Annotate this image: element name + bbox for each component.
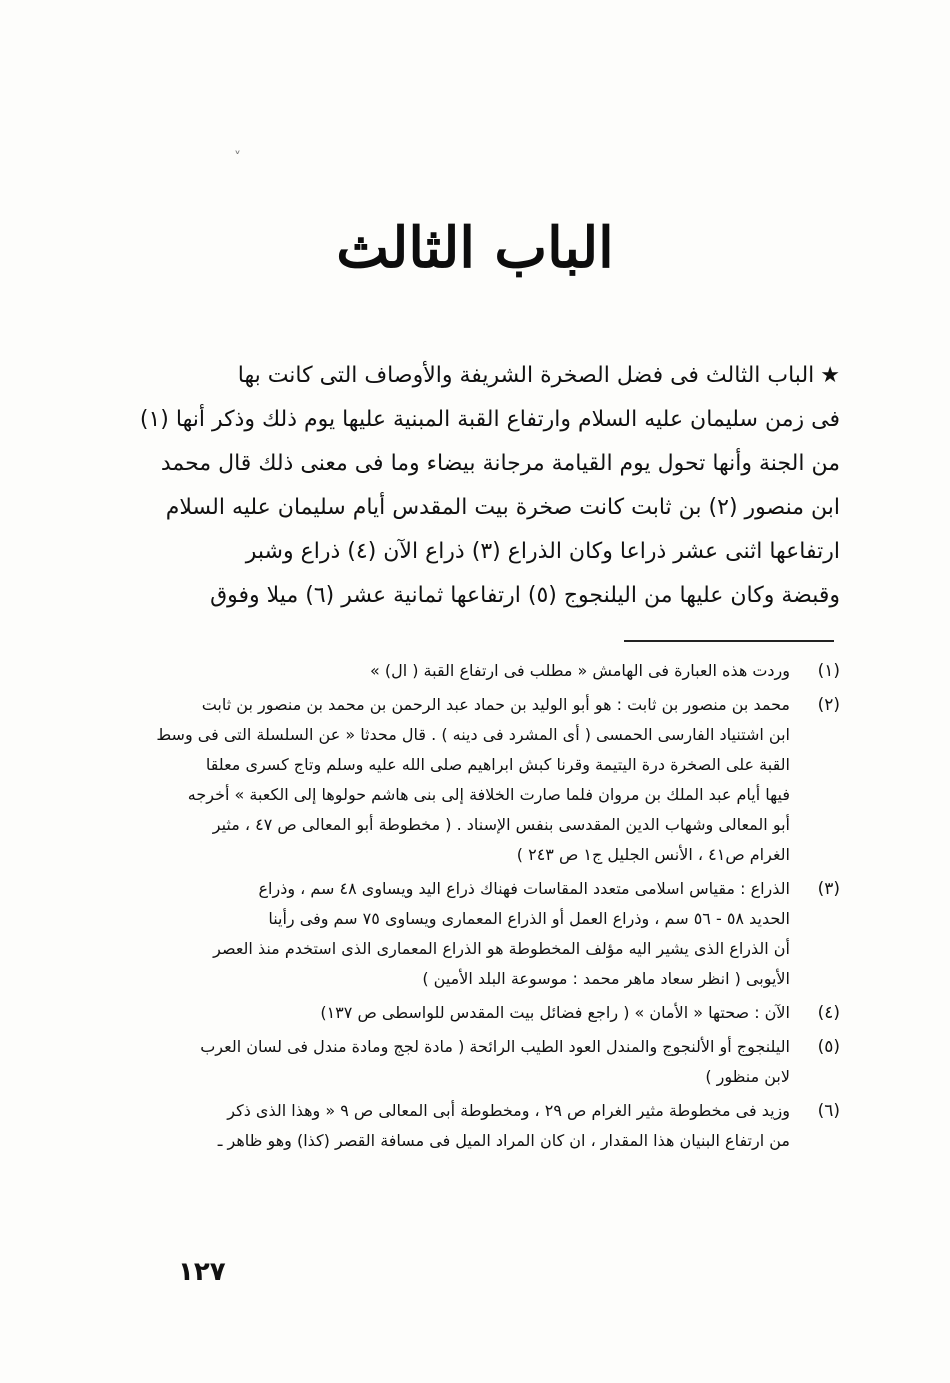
footnote-number: (٦): [817, 1101, 840, 1121]
page-number: ١٢٧: [178, 1257, 226, 1287]
body-line: ارتفاعها اثنى عشر ذراعا وكان الذراع (٣) ذراع الآن (٤) ذراع وشبر: [245, 539, 840, 564]
body-line: من الجنة وأنها تحول يوم القيامة مرجانة بيضاء وما فى معنى ذلك قال محمد: [160, 451, 840, 476]
footnote-2: [110, 690, 840, 870]
footnote-line: الأيوبى ( انظر سعاد ماهر محمد : موسوعة البلد الأمين ): [422, 969, 790, 988]
footnote-6: [110, 1096, 840, 1156]
footnote-line: اليلنجوج أو الألنجوج والمندل العود الطيب الرائحة ( مادة لجج ومادة مندل فى لسان العرب: [200, 1037, 790, 1056]
footnote-line: القبة على الصخرة درة اليتيمة وقرنا كبش ابراهيم صلى الله عليه وسلم وتاج كسرى معلقا: [205, 755, 790, 774]
footnote-line: وردت هذه العبارة فى الهامش « مطلب فى ارتفاع القبة ( ال) »: [369, 661, 790, 680]
footnote-line: الحديد ٥٨ - ٥٦ سم ، وذراع العمل أو الذراع المعمارى ويساوى ٧٥ سم وفى رأينا: [268, 909, 790, 928]
footnote-line: أبو المعالى وشهاب الدين المقدسى بنفس الإسناد . ( مخطوطة أبو المعالى ص ٤٧ ، مثير: [212, 815, 790, 834]
footnote-number: (١): [817, 661, 840, 681]
footnote-5: [110, 1032, 840, 1092]
footnote-number: (٤): [817, 1003, 840, 1023]
footnote-separator: [624, 640, 834, 642]
body-line-text: الباب الثالث فى فضل الصخرة الشريفة والأوصاف التى كانت بها: [237, 363, 815, 388]
footnote-line: الغرام ص٤١ ، الأنس الجليل ج١ ص ٢٤٣ ): [516, 845, 790, 864]
footnote-line: من ارتفاع البنيان هذا المقدار ، ان كان المراد الميل فى مسافة القصر (كذا) وهو ظاهر ـ: [217, 1131, 790, 1150]
footnote-1: [110, 656, 840, 686]
footnote-number: (٢): [817, 695, 840, 715]
footnote-line: ابن اشتنياد الفارسى الحمسى ( أى المشرد فى دينه ) . قال محدثا « عن السلسلة التى فى وسط: [156, 725, 790, 744]
footnote-line: فيها أيام عبد الملك بن مروان فلما صارت الخلافة إلى بنى هاشم حولوها إلى الكعبة » أخرجه: [187, 785, 790, 804]
footnote-line: الآن : صحتها « الأمان » ( راجع فضائل بيت المقدس للواسطى ص ١٣٧): [320, 1003, 790, 1022]
footnote-line: لابن منظور ): [705, 1067, 790, 1086]
star-icon: ★: [820, 363, 840, 388]
body-text: [110, 354, 840, 618]
body-line: [110, 354, 840, 398]
footnote-line: وزيد فى مخطوطة مثير الغرام ص ٢٩ ، ومخطوطة أبى المعالى ص ٩ « وهذا الذى ذكر: [227, 1101, 790, 1120]
footnote-line: أن الذراع الذى يشير اليه مؤلف المخطوطة هو الذراع المعمارى الذى استخدم منذ العصر: [213, 939, 790, 958]
footnotes: [110, 656, 840, 1160]
footnote-line: الذراع : مقياس اسلامى متعدد المقاسات فهناك ذراع اليد ويساوى ٤٨ سم ، وذراع: [258, 879, 790, 898]
body-line: ابن منصور (٢) بن ثابت كانت صخرة بيت المقدس أيام سليمان عليه السلام: [165, 495, 840, 520]
scan-speck: ˅: [234, 150, 241, 166]
footnote-number: (٥): [817, 1037, 840, 1057]
body-line: فى زمن سليمان عليه السلام وارتفاع القبة المبنية عليها يوم ذلك وذكر أنها (١): [139, 407, 840, 432]
footnote-3: [110, 874, 840, 994]
footnote-4: [110, 998, 840, 1028]
footnote-number: (٣): [817, 879, 840, 899]
footnote-line: محمد بن منصور بن ثابت : هو أبو الوليد بن حماد عبد الرحمن بن محمد بن منصور بن ثابت: [201, 695, 790, 714]
chapter-title: الباب الثالث: [336, 215, 614, 281]
body-line: وقبضة وكان عليها من اليلنجوج (٥) ارتفاعها ثمانية عشر (٦) ميلا وفوق: [210, 583, 840, 608]
